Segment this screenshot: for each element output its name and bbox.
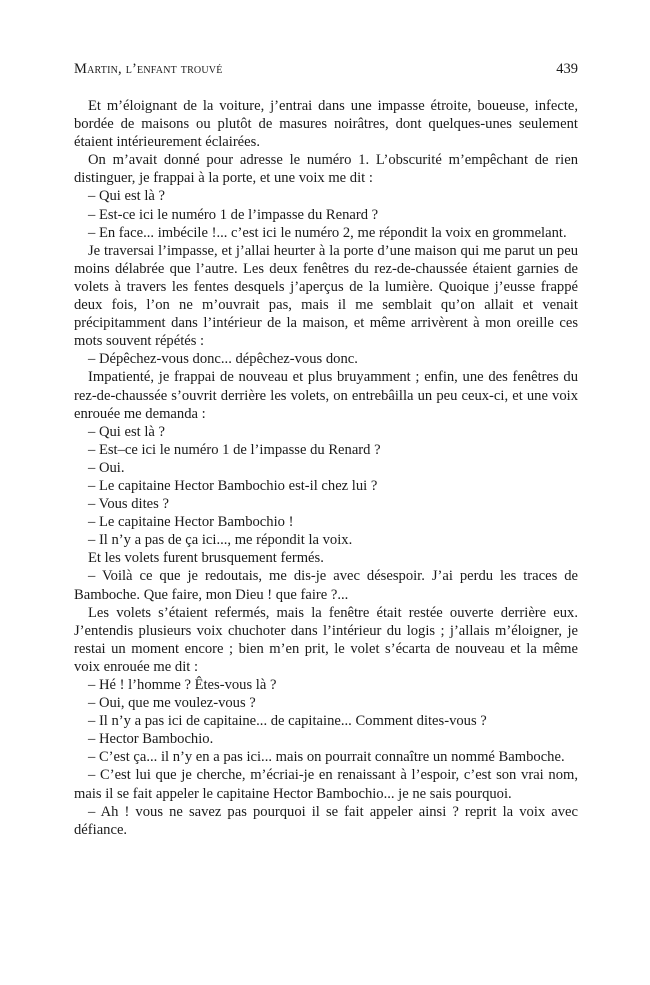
dialogue-line: – Le capitaine Hector Bambochio est-il chez lui ? [88,477,378,494]
paragraph: Je traversai l’impasse, et j’allai heurter à la porte d’une maison qui me parut un peu moins délabrée que l’autre. Les deux fenêtres du rez-de-chaussée étaient garnies de volets à travers les fentes desquels j’aperçus de la lumière. Quoique j’eusse frappé deux fois, l’on ne m’ouvrait pas, mais il me semblait qu’on allait et venait précipitamment dans l’intérieur de la maison, et même arrivèrent à mon oreille ces mots souvent répétés : [74,242,578,350]
dialogue-line: – C’est lui que je cherche, m’écriai-je en renaissant à l’espoir, c’est son vrai nom, mais il se fait appeler le capitaine Hector Bambochio... je ne sais pourquoi. [74,767,578,802]
dialogue-line: – Est–ce ici le numéro 1 de l’impasse du Renard ? [88,441,381,458]
dialogue-line: – Il n’y a pas de ça ici..., me répondit la voix. [88,532,353,549]
running-head [74,58,578,80]
page-number: 439 [556,61,578,77]
running-title: Martin, l’enfant trouvé [74,61,223,77]
paragraph: Et m’éloignant de la voiture, j’entrai dans une impasse étroite, boueuse, infecte, bordée de maisons ou plutôt de masures noirâtres, dont quelques-unes seulement étaient intérieurement éclairées. [74,98,578,151]
dialogue-line: – Est-ce ici le numéro 1 de l’impasse du Renard ? [88,206,379,223]
dialogue-line: – Vous dites ? [88,496,169,513]
dialogue-line: – Ah ! vous ne savez pas pourquoi il se fait appeler ainsi ? reprit la voix avec défiance. [74,803,578,838]
dialogue-line: – Qui est là ? [88,423,166,440]
dialogue-line: – Oui. [88,459,125,476]
paragraph: Impatienté, je frappai de nouveau et plus bruyamment ; enfin, une des fenêtres du rez-de-chaussée s’ouvrit derrière les volets, on entrebâilla un peu ceux-ci, et une voix enrouée me demanda : [74,369,578,422]
dialogue-line: – Voilà ce que je redoutais, me dis-je avec désespoir. J’ai perdu les traces de Bamboche. Que faire, mon Dieu ! que faire ?... [74,568,578,603]
dialogue-line: – Le capitaine Hector Bambochio ! [88,514,294,531]
dialogue-line: – Qui est là ? [88,188,166,205]
dialogue-line: – Dépêchez-vous donc... dépêchez-vous donc. [88,351,358,368]
dialogue-line: – Hector Bambochio. [88,731,214,748]
dialogue-line: – C’est ça... il n’y en a pas ici... mais on pourrait connaître un nommé Bamboche. [88,749,565,766]
paragraph: On m’avait donné pour adresse le numéro 1. L’obscurité m’empêchant de rien distinguer, je frappai à la porte, et une voix me dit : [74,152,578,187]
paragraph: Et les volets furent brusquement fermés. [88,550,324,567]
dialogue-line: – Oui, que me voulez-vous ? [88,695,256,712]
dialogue-line: – Il n’y a pas ici de capitaine... de capitaine... Comment dites-vous ? [88,713,487,730]
paragraph: Les volets s’étaient refermés, mais la fenêtre était restée ouverte derrière eux. J’entendis plusieurs voix chuchoter dans l’intérieur du logis ; j’allais m’éloigner, je restai un moment encore ; bien m’en prit, le volet s’écarta de nouveau et la même voix enrouée me dit : [74,604,578,675]
dialogue-line: – En face... imbécile !... c’est ici le numéro 2, me répondit la voix en grommelant. [88,224,567,241]
dialogue-line: – Hé ! l’homme ? Êtes-vous là ? [88,677,277,693]
body-text [74,97,578,839]
